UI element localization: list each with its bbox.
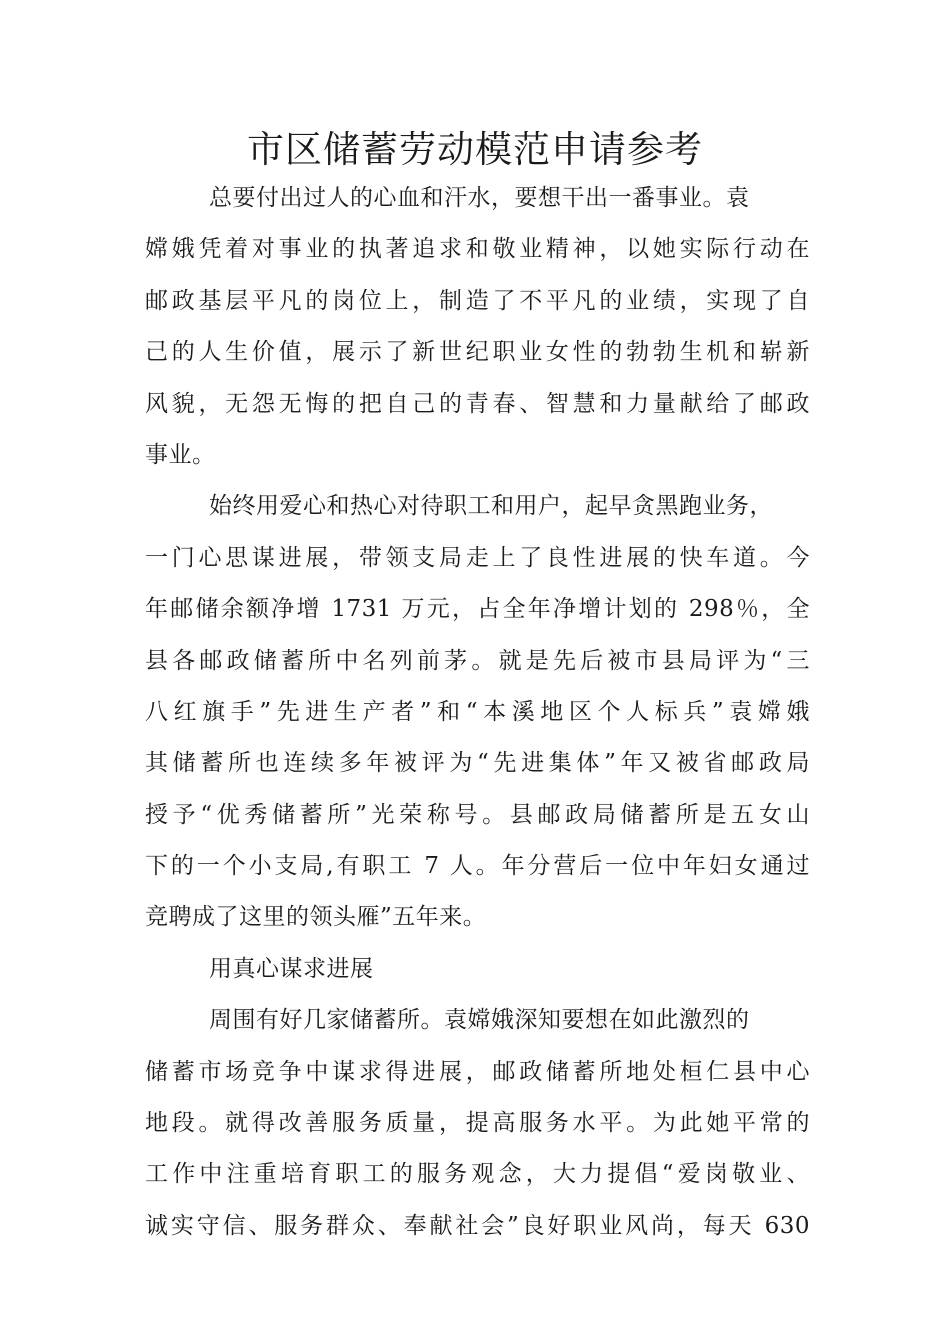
- paragraph-line: 周围有好几家储蓄所。袁嫦娥深知要想在如此激烈的: [209, 1007, 750, 1034]
- paragraph-line: 县各邮政储蓄所中名列前茅。就是先后被市县局评为“三: [145, 647, 810, 674]
- paragraph-line: 己的人生价值，展示了新世纪职业女性的勃勃生机和崭新: [145, 339, 810, 366]
- paragraph-line: 邮政基层平凡的岗位上，制造了不平凡的业绩，实现了自: [145, 287, 810, 314]
- paragraph-line: 地段。就得改善服务质量，提高服务水平。为此她平常的: [145, 1110, 810, 1137]
- paragraph-line: 储蓄市场竞争中谋求得进展，邮政储蓄所地处桓仁县中心: [145, 1058, 810, 1085]
- paragraph-line: 八红旗手”先进生产者”和“本溪地区个人标兵”袁嫦娥: [145, 698, 810, 725]
- paragraph-line: 竞聘成了这里的领头雁”五年来。: [145, 904, 487, 931]
- paragraph-line: 其储蓄所也连续多年被评为“先进集体”年又被省邮政局: [145, 750, 810, 777]
- paragraph-line: 始终用爱心和热心对待职工和用户，起早贪黑跑业务，: [209, 493, 773, 520]
- paragraph-line: 总要付出过人的心血和汗水，要想干出一番事业。袁: [209, 185, 750, 211]
- paragraph-line: 风貌，无怨无悔的把自己的青春、智慧和力量献给了邮政: [145, 390, 810, 417]
- paragraph-line: 诚实守信、服务群众、奉献社会”良好职业风尚，每天 630: [145, 1212, 810, 1239]
- paragraph-line: 一门心思谋进展，带领支局走上了良性进展的快车道。今: [145, 544, 810, 571]
- paragraph-line: 年邮储余额净增 1731 万元，占全年净增计划的 298％，全: [145, 596, 810, 623]
- paragraph-line: 嫦娥凭着对事业的执著追求和敬业精神，以她实际行动在: [145, 236, 810, 263]
- section-heading: 用真心谋求进展: [209, 955, 374, 982]
- paragraph-line: 下的一个小支局,有职工 7 人。年分营后一位中年妇女通过: [145, 853, 810, 880]
- document-title: 市区储蓄劳动模范申请参考: [247, 128, 703, 171]
- document-body: [145, 173, 810, 1252]
- paragraph-line: 事业。: [145, 441, 216, 468]
- paragraph-line: 授予“优秀储蓄所”光荣称号。县邮政局储蓄所是五女山: [145, 801, 810, 828]
- paragraph-line: 工作中注重培育职工的服务观念，大力提倡“爱岗敬业、: [145, 1161, 810, 1188]
